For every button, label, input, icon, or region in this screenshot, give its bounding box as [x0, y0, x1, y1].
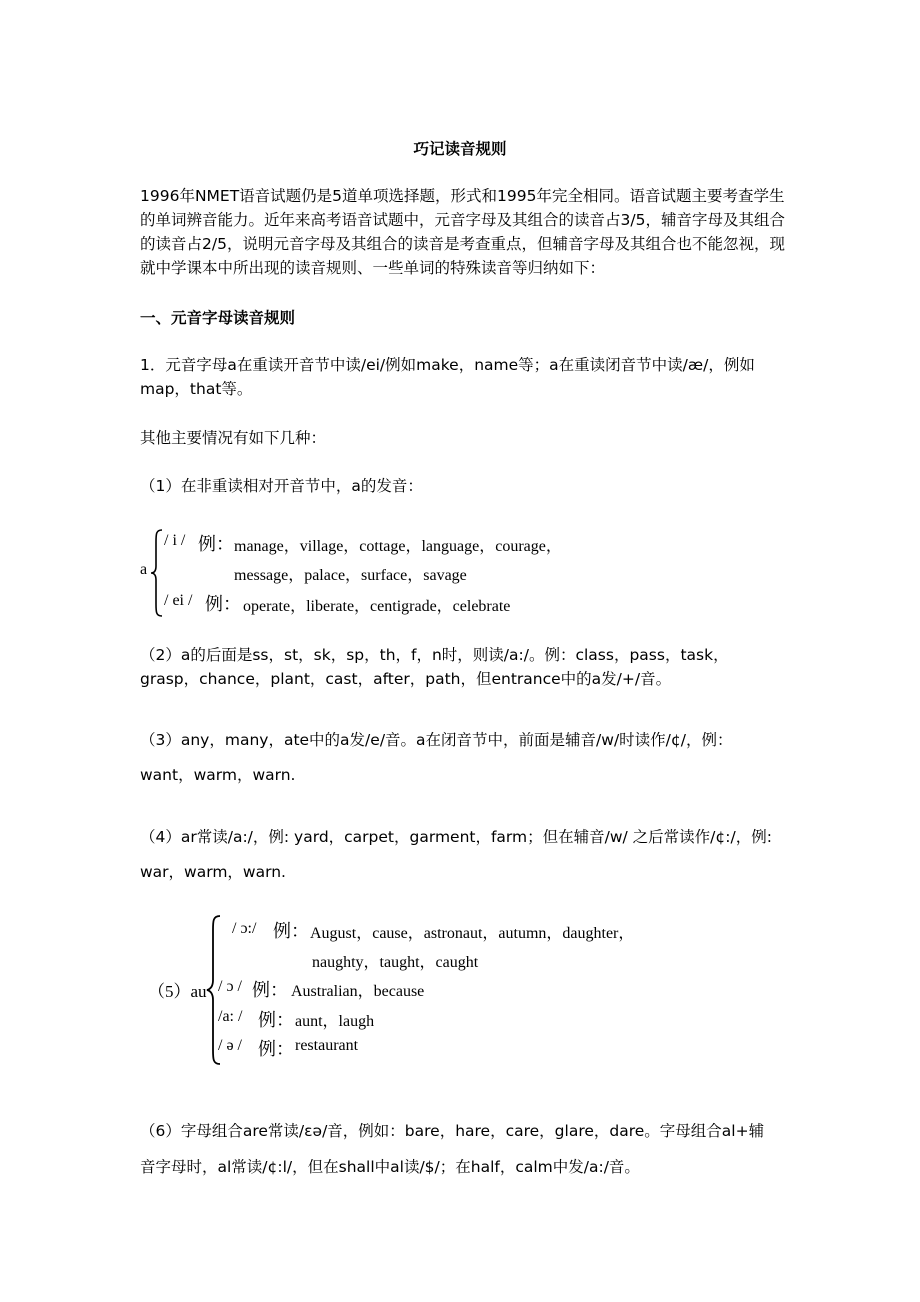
figure-au-row4-ipa: /a: /	[218, 1008, 243, 1025]
figure-au-row1-words: August，cause，astronaut，autumn，daughter，	[310, 925, 635, 942]
figure-au-row5-ipa: / ə /	[218, 1037, 242, 1054]
figure-au-row4-words: aunt，laugh	[295, 1013, 375, 1030]
case6-line2: 音字母时，al常读/¢:l/，但在shall中al读/$/；在half，calm中发/a:/音。	[140, 1158, 640, 1176]
figure-au-row2-words: naughty，taught，caught	[312, 954, 479, 971]
case1-heading: （1）在非重读相对开音节中，a的发音：	[140, 477, 423, 495]
case3-line1: （3）any，many，ate中的a发/e/音。a在闭音节中，前面是辅音/w/时读作/¢/，例：	[140, 731, 733, 749]
figure-au-row3-ipa: / ɔ /	[218, 978, 242, 995]
figure-au-row3-label: 例：	[252, 980, 288, 1000]
figure-au-row5-words: restaurant	[295, 1037, 359, 1054]
figure-au-row1-ipa: / ɔ:/	[232, 920, 257, 937]
case4-line1: （4）ar常读/a:/，例: yard，carpet，garment，farm；但在辅音/w/ 之后常读作/¢:/，例:	[140, 828, 772, 846]
figure-a-letter: a	[140, 561, 148, 578]
case4-line2: war，warm，warn.	[140, 863, 286, 881]
figure-a-row3-label: 例：	[205, 594, 241, 614]
rule1-paragraph: 1．元音字母a在重读开音节中读/ei/例如make，name等；a在重读闭音节中读/æ/，例如map，that等。	[140, 356, 755, 398]
figure-au-prefix: （5）au	[148, 982, 207, 1001]
section1-heading: 一、元音字母读音规则	[140, 309, 296, 327]
intro-paragraph: 1996年NMET语音试题仍是5道单项选择题，形式和1995年完全相同。语音试题主要考查学生的单词辨音能力。近年来高考语音试题中，元音字母及其组合的读音占3/5，辅音字母及其组合的读音占2/5，说明元音字母及其组合的读音是考查重点，但辅音字母及其组合也不能忽视，现就中学课本中所出现的读音规则、一些单词的特殊读音等归纳如下：	[140, 187, 785, 277]
figure-au-row5-label: 例：	[258, 1039, 294, 1059]
figure-au-row1-label: 例：	[273, 921, 309, 941]
figure-a-row1-ipa: / i /	[164, 532, 186, 549]
figure-a-row3-words: operate，liberate，centigrade，celebrate	[243, 598, 511, 615]
figure-a-row2-words: message，palace，surface，savage	[234, 567, 467, 584]
case2-paragraph: （2）a的后面是ss，st，sk，sp，th，f，n时，则读/a:/。例：class，pass，task，grasp，chance，plant，cast，after，path，但entrance中的a发/+/音。	[140, 646, 729, 688]
case3-line2: want，warm，warn.	[140, 766, 296, 784]
other-cases-text: 其他主要情况有如下几种：	[140, 429, 327, 447]
left-brace-icon	[150, 528, 164, 618]
figure-a-row3-ipa: / ei /	[164, 592, 193, 609]
case6-line1: （6）字母组合are常读/εə/音，例如：bare，hare，care，glare，dare。字母组合al+辅	[140, 1122, 765, 1140]
page-title: 巧记读音规则	[413, 140, 507, 158]
figure-a-row1-words: manage，village，cottage，language，courage，	[234, 538, 562, 555]
figure-a-row1-label: 例：	[198, 534, 234, 554]
figure-au-row3-words: Australian，because	[291, 983, 425, 1000]
figure-au-row4-label: 例：	[258, 1010, 294, 1030]
